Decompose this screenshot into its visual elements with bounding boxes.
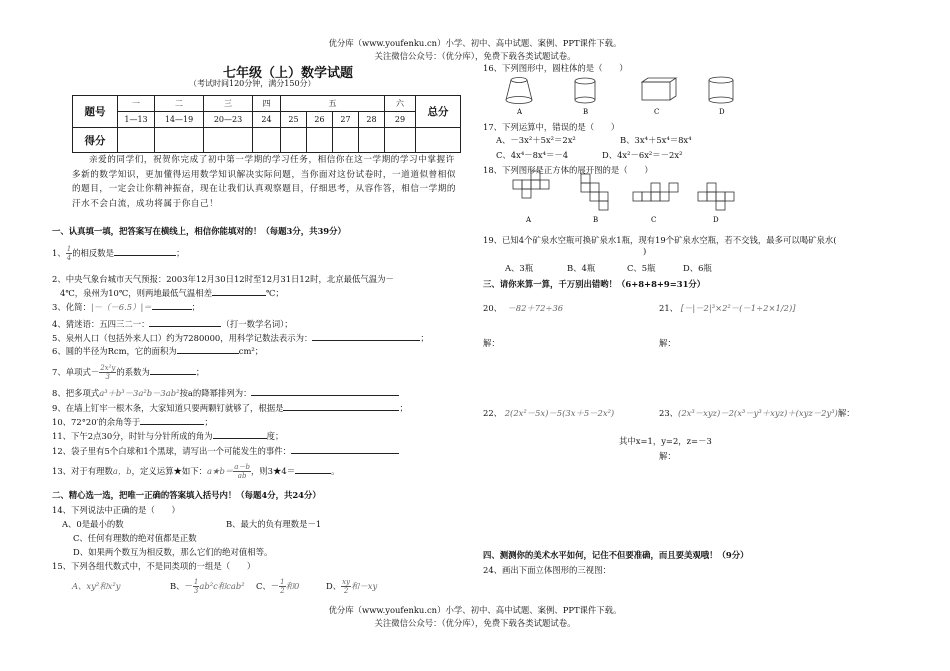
q6-text: 6、圆的半径为Rcm，它的面积为 xyxy=(52,346,177,356)
question-13 xyxy=(52,463,339,480)
q15-d-fraction xyxy=(341,578,351,595)
answer-blank-1[interactable] xyxy=(114,247,176,256)
question-20 xyxy=(483,302,563,314)
question-9: 9、在墙上钉牢一根木条，大家知道只要两颗钉就够了，根据是 ； xyxy=(52,403,408,413)
intro-line-3: 的题目，一定会让你精神振奋，现在让我们认真观察题目，仔细思考，从容作答，相信一学期的 xyxy=(72,184,457,194)
q15-a-text: A、xy²和x²y xyxy=(72,581,121,591)
group-6: 六 xyxy=(385,96,416,112)
q4-text: 4、猜迷语：五四三二一： xyxy=(52,319,150,329)
q19-option-b[interactable]: B、4瓶 xyxy=(567,263,596,273)
q19-option-c[interactable]: C、5瓶 xyxy=(627,263,656,273)
question-10: 10、72°20′的余角等于 ； xyxy=(52,417,213,427)
q1-frac-d: 4 xyxy=(66,254,72,262)
q15-c-frac-n: 1 xyxy=(280,578,285,586)
question-2 xyxy=(52,272,394,300)
q13-expr: a★b＝ xyxy=(207,466,234,476)
q7-fraction xyxy=(99,364,116,381)
q21-solution-label: 解： xyxy=(659,338,676,348)
q16-figure-c-prism-icon[interactable] xyxy=(642,78,676,100)
q18-label-d: D xyxy=(713,216,719,224)
answer-blank-11[interactable] xyxy=(213,430,267,439)
q15-option-b[interactable] xyxy=(170,578,256,595)
q15-option-d[interactable] xyxy=(326,578,377,595)
q15-c-frac-d: 2 xyxy=(280,587,285,595)
range-7: 27 xyxy=(333,112,359,128)
score-cell[interactable] xyxy=(416,128,461,153)
total-label: 总分 xyxy=(416,96,461,128)
answer-blank-13[interactable] xyxy=(295,465,331,474)
q7-frac-d: 3 xyxy=(105,373,111,381)
intro-line-4: 汗水不会白流，成功将属于你自己！ xyxy=(72,198,219,209)
question-18: 18、下列图形是正方体的展开图的是（ ） xyxy=(483,165,653,175)
q19-option-d[interactable]: D、6瓶 xyxy=(683,263,712,273)
question-5: 5、泉州人口（包括外来人口）约为7280000，用科学记数法表示为： ； xyxy=(52,333,429,343)
q8-expr: a³＋b³－3a²b－3ab² xyxy=(99,388,180,398)
q17-option-a[interactable] xyxy=(496,134,576,146)
q1-frac-n: 1 xyxy=(66,245,72,253)
question-15: 15、下列各组代数式中，不是同类项的一组是（ ） xyxy=(52,561,256,571)
q17-c-text: C、4x⁴－8x⁴＝－4 xyxy=(496,150,569,160)
q14-option-b[interactable]: B、最大的负有理数是－1 xyxy=(226,519,322,529)
q13-frac-n: a－b xyxy=(234,463,250,471)
q9-text: 9、在墙上钉牢一根木条，大家知道只要两颗钉就够了，根据是 xyxy=(52,403,284,413)
row-label-tihao: 题号 xyxy=(73,96,118,128)
footer-line-2: 关注微信公众号：（优分库），免费下载各类试题试卷。 xyxy=(374,618,576,628)
q19-option-a[interactable]: A、3瓶 xyxy=(505,263,534,273)
question-14: 14、下列说法中正确的是（ ） xyxy=(52,505,180,515)
q22-num: 22、 xyxy=(483,408,503,418)
intro-line-1: 亲爱的同学们，祝贺你完成了初中第一学期的学习任务，相信你在这一学期的学习中掌握许 xyxy=(89,155,455,165)
question-11 xyxy=(52,430,283,442)
section1-heading: 一、认真填一填，把答案写在横线上，相信你能填对的！（每题3分，共39分） xyxy=(52,226,346,236)
score-cell[interactable] xyxy=(359,128,385,153)
question-16: 16、下列图形中，圆柱体的是（ ） xyxy=(483,63,628,73)
question-23 xyxy=(659,407,855,419)
q7-tail: 的系数为 xyxy=(116,367,150,377)
answer-blank-10[interactable] xyxy=(140,416,204,425)
q7-text: 7、单项式－ xyxy=(52,367,100,377)
range-9: 29 xyxy=(385,112,416,128)
question-8 xyxy=(52,387,399,399)
q15-d-pre: D、 xyxy=(326,581,342,591)
question-6 xyxy=(52,345,263,357)
group-2: 二 xyxy=(155,96,204,112)
q10-text: 10、72°20′的余角等于 xyxy=(52,417,141,427)
q18-net-c-icon[interactable] xyxy=(633,183,678,201)
q15-b-frac-d: 3 xyxy=(193,587,199,595)
q23-expr: (2x³－xyz)－2(x³－y³＋xyz)＋(xyz－2y³) xyxy=(678,408,838,418)
header-line-2: 关注微信公众号：（优分库），免费下载各类试题试卷。 xyxy=(374,51,576,61)
row-label-defen: 得分 xyxy=(73,128,118,153)
q18-label-a: A xyxy=(526,216,532,224)
section4-heading: 四、测测你的美术水平如何，记住不但要准确，而且要美观哦！（9分） xyxy=(483,550,749,560)
q13-end: 。 xyxy=(331,466,340,476)
q18-label-c: C xyxy=(651,216,657,224)
group-4: 四 xyxy=(253,96,281,112)
q13-mid: ，定义运算★如下： xyxy=(131,466,208,476)
q13-frac-d: ab xyxy=(237,472,247,480)
q18-net-b-icon[interactable] xyxy=(581,174,608,210)
q16-label-b: B xyxy=(583,108,589,116)
score-cell[interactable] xyxy=(385,128,416,153)
answer-blank-6[interactable] xyxy=(177,345,239,354)
q11-text: 11、下午2点30分，时针与分针所成的角为 xyxy=(52,431,213,441)
q13-fraction xyxy=(233,463,251,480)
q23-solution-label: 解： xyxy=(659,451,676,461)
q18-label-b: B xyxy=(593,216,599,224)
q15-c-post: 和0 xyxy=(285,581,300,591)
q8-text: 8、把多项式 xyxy=(52,388,100,398)
range-5: 25 xyxy=(281,112,307,128)
q20-num: 20、 xyxy=(483,303,503,313)
q1-num: 1、 xyxy=(52,248,66,258)
question-24: 24、画出下面立体图形的三视图： xyxy=(483,565,611,575)
q12-text: 12、袋子里有5个白球和1个黑球，请写出一个可能发生的事件： xyxy=(52,446,292,456)
q17-a-text: A、－3x²＋5x²＝2x² xyxy=(496,135,576,145)
q13-tail: ，则3★4＝ xyxy=(250,466,296,476)
q21-expr: [－|－2|³×2²－(－1÷2×1/2)] xyxy=(680,303,796,313)
footer-line-1: 优分库（www.youfenku.cn）小学、初中、高中试题、案例、PPT课件下载。 xyxy=(328,605,622,615)
answer-blank-8[interactable] xyxy=(251,387,399,396)
q5-text: 5、泉州人口（包括外来人口）约为7280000，用科学记数法表示为： xyxy=(52,333,313,343)
q19-line-2: ) xyxy=(643,246,647,256)
q15-c-pre: C、－ xyxy=(256,581,280,591)
q17-option-c[interactable] xyxy=(496,149,568,161)
q15-d-frac-d: 2 xyxy=(343,587,349,595)
question-17: 17、下列运算中，错误的是（ ） xyxy=(483,122,620,132)
question-1: 1、 $\frac{1}{4}$ 的相反数是 ； xyxy=(52,245,185,262)
range-3: 20—23 xyxy=(204,112,253,128)
q16-label-d: D xyxy=(719,108,725,116)
question-21 xyxy=(659,302,796,314)
q2-unit: ℃； xyxy=(265,288,284,298)
q20-expr: －82＋72÷36 xyxy=(507,303,564,313)
group-3: 三 xyxy=(204,96,253,112)
question-4 xyxy=(52,318,293,330)
q15-option-a[interactable] xyxy=(72,580,170,592)
q17-option-b[interactable] xyxy=(620,134,692,146)
q4-hint: （打一数学名词）； xyxy=(221,319,293,329)
q15-option-c[interactable] xyxy=(256,578,326,595)
score-cell[interactable] xyxy=(253,128,281,153)
q14-option-d[interactable]: D、如果两个数互为相反数，那么它们的绝对值相等。 xyxy=(73,547,273,557)
score-cell[interactable] xyxy=(155,128,204,153)
q13-ab: a，b xyxy=(112,466,132,476)
answer-blank-5[interactable] xyxy=(312,332,420,341)
answer-blank-3[interactable] xyxy=(152,301,192,310)
q23-num: 23、 xyxy=(659,408,679,418)
section3-heading: 三、请你来算一算，千万别出错哟！（6+8+8+9=31分） xyxy=(483,279,706,289)
q13-text: 13、对于有理数 xyxy=(52,466,113,476)
group-1: 一 xyxy=(118,96,155,112)
intro-paragraph xyxy=(72,153,456,211)
range-1: 1—13 xyxy=(118,112,155,128)
question-22 xyxy=(483,407,614,419)
q3-expr: |－（－6.5）|＝ xyxy=(90,302,152,312)
answer-blank-9[interactable] xyxy=(283,402,399,411)
question-19 xyxy=(483,234,837,256)
group-5: 五 xyxy=(281,96,385,112)
q18-nets xyxy=(513,180,773,228)
q16-label-c: C xyxy=(654,108,660,116)
q15-b-pre: B、－ xyxy=(170,581,193,591)
q11-unit: 度； xyxy=(266,431,284,441)
q17-option-d[interactable] xyxy=(602,149,682,161)
intro-line-2: 多新的数学知识，更加懂得运用数学知识解决实际问题，当你面对这份试卷时，一道道似曾相似 xyxy=(72,169,457,180)
score-cell[interactable] xyxy=(118,128,155,153)
q23-condition: 其中x=1，y=2，z=－3 xyxy=(619,436,712,446)
q22-expr: 2(2x²－5x)－5(3x＋5－2x²) xyxy=(504,408,615,418)
question-12 xyxy=(52,445,399,457)
q17-b-text: B、3x⁴＋5x⁴＝8x⁴ xyxy=(620,135,692,145)
q23-jie: 解： xyxy=(837,408,855,418)
score-table xyxy=(72,95,461,153)
q14-option-c[interactable]: C、任何有理数的绝对值都是正数 xyxy=(73,533,197,543)
answer-blank-4[interactable] xyxy=(149,318,221,327)
score-cell[interactable] xyxy=(204,128,253,153)
range-8: 28 xyxy=(359,112,385,128)
section2-heading: 二、精心选一选，把唯一正确的答案填入括号内！（每题4分，共24分） xyxy=(52,490,321,500)
question-7: 7、单项式－ $\frac{\text{2x²y}}{3}$ 的系数为 ； xyxy=(52,364,205,381)
q16-figures xyxy=(500,76,760,118)
exam-title: 七年级（上）数学试题 xyxy=(223,66,354,81)
answer-blank-7[interactable] xyxy=(150,366,196,375)
q21-num: 21、 xyxy=(659,303,679,313)
q7-frac-n: 2x²y xyxy=(100,364,116,372)
q15-d-post: 和－xy xyxy=(351,581,378,591)
q17-d-text: D、4x²－6x²＝－2x² xyxy=(602,150,683,160)
q14-option-a[interactable]: A、0是最小的数 xyxy=(62,519,124,529)
q18-net-d-icon[interactable] xyxy=(698,183,734,210)
answer-blank-12[interactable] xyxy=(291,445,399,454)
q8-tail: 按a的降幂排列为： xyxy=(179,388,252,398)
score-cell[interactable] xyxy=(281,128,307,153)
exam-subtitle: （考试时间120分钟，满分150分） xyxy=(189,79,316,88)
header-line-1: 优分库（www.youfenku.cn）小学、初中、高中试题、案例、PPT课件下载。 xyxy=(328,38,622,48)
score-cell[interactable] xyxy=(333,128,359,153)
q16-figure-d-cylinder-icon[interactable] xyxy=(709,77,733,103)
q15-d-frac-n: xy xyxy=(342,578,350,586)
q15-options xyxy=(72,578,377,595)
q16-label-a: A xyxy=(517,108,523,116)
q3-text: 3、化简： xyxy=(52,302,91,312)
range-2: 14—19 xyxy=(155,112,204,128)
q1-text: 的相反数是 xyxy=(72,248,115,258)
q15-b-frac-n: 1 xyxy=(193,578,199,586)
answer-blank-2[interactable] xyxy=(212,287,266,296)
q2-line-1: 2、中央气象台城市天气预报：2003年12月30日12时至12月31日12时，北京最低气温为－ xyxy=(52,274,394,284)
score-cell[interactable] xyxy=(307,128,333,153)
q19-options xyxy=(505,262,712,274)
q16-figure-b-cylinder-icon[interactable] xyxy=(575,78,595,103)
q19-line-1: 19、已知4个矿泉水空瓶可换矿泉水1瓶，现有19个矿泉水空瓶，若不交钱，最多可以喝矿泉水( xyxy=(483,235,837,245)
q2-line-2: 4℃，泉州为10℃，则两地最低气温相差 xyxy=(60,288,212,298)
question-3: 3、化简：|－（－6.5）|＝ ； xyxy=(52,302,201,312)
q16-figure-a-frustum-icon[interactable] xyxy=(506,78,532,104)
q20-solution-label: 解： xyxy=(483,338,500,348)
q6-unit: cm²； xyxy=(238,346,264,356)
range-4: 24 xyxy=(253,112,281,128)
range-6: 26 xyxy=(307,112,333,128)
q15-b-post: ab²c和cab² xyxy=(199,581,245,591)
